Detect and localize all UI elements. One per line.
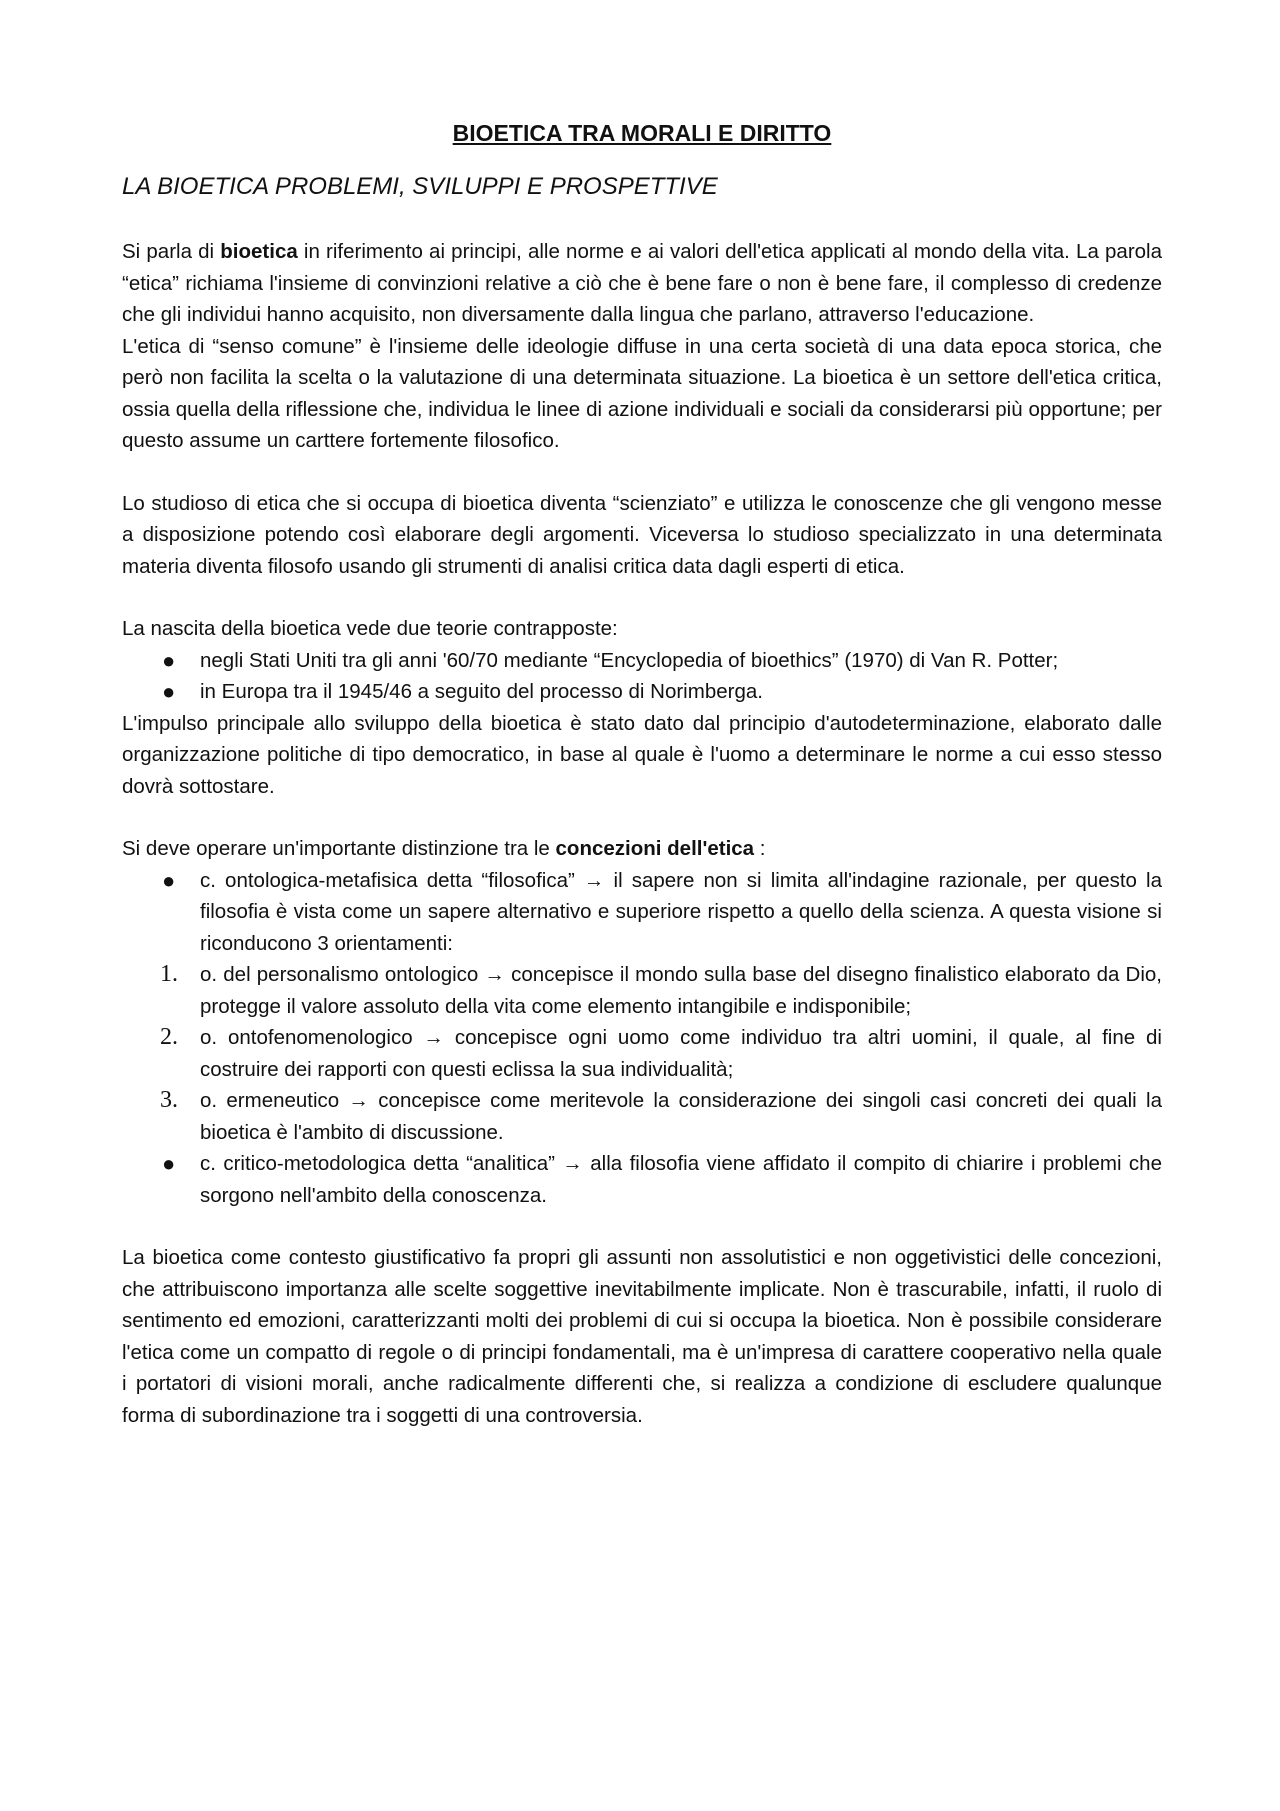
list-item (122, 676, 1162, 708)
keyword-concezioni: concezioni dell'etica (555, 837, 755, 860)
paragraph-contesto: La bioetica come contesto giustificativo fa propri gli assunti non assolutistici e non oggetivistici delle concezioni, che attribuiscono importanza alle scelte soggettive inevitabilmente implicate. Non è trascurabile, infatti, il ruolo di sentimento ed emozioni, caratterizzanti molti dei problemi di cui si occupa la bioetica. Non è possibile considerare l'etica come un compatto di regole o di principi fondamentali, ma è un'impresa di carattere cooperativo nella quale i portatori di visioni morali, anche radicalmente differenti che, si realizza a condizione di escludere qualunque forma di subordinazione tra i soggetti di una controversia. (122, 1246, 1162, 1427)
spacer (122, 802, 1162, 833)
list-number: 2. (160, 1024, 178, 1050)
bullet-icon: ● (162, 679, 176, 704)
spacer (122, 457, 1162, 488)
paragraph-intro-rest: in riferimento ai principi, alle norme e ai valori dell'etica applicati al mondo della vita. La parola “etica” richiama l'insieme di convinzioni relative a ciò che è bene fare o non è bene fare, il complesso di credenze che gli individui hanno acquisito, non diversamente dalla lingua che parlano, attraverso l'educazione. (122, 240, 1163, 326)
list-item (122, 1148, 1162, 1211)
paragraph-nascita: La nascita della bioetica vede due teorie contrapposte: (122, 617, 618, 640)
keyword-bioetica: bioetica (220, 240, 298, 263)
list-item-text: negli Stati Uniti tra gli anni '60/70 mediante “Encyclopedia of bioethics” (1970) di Van R. Potter; (200, 648, 1059, 672)
list-item-text: c. critico-metodologica detta “analitica” → alla filosofia viene affidato il compito di chiarire i problemi che sorgono nell'ambito della conoscenza. (200, 1152, 1162, 1207)
paragraph-intro-start: Si parla di (122, 240, 221, 263)
list-item-text: in Europa tra il 1945/46 a seguito del processo di Norimberga. (200, 680, 763, 703)
bullet-icon: ● (162, 647, 176, 673)
paragraph-studioso: Lo studioso di etica che si occupa di bioetica diventa “scienziato” e utilizza le conoscenze che gli vengono messe a disposizione potendo così elaborare degli argomenti. Viceversa lo studioso specializzato in una determinata materia diventa filosofo usando gli strumenti di analisi critica data dagli esperti di etica. (122, 491, 1162, 578)
list-item-text: c. ontologica-metafisica detta “filosofica” → il sapere non si limita all'indagine razionale, per questo la filosofia è vista come un sapere alternativo e superiore rispetto a quello della scienza. A questa visione si riconducono 3 orientamenti: (200, 868, 1162, 955)
list-item (122, 645, 1162, 677)
list-number: 3. (160, 1087, 178, 1113)
spacer (122, 1211, 1162, 1242)
bullet-icon: ● (162, 867, 176, 893)
list-item (122, 959, 1162, 1022)
paragraph-intro (122, 236, 1162, 331)
list-number: 1. (160, 961, 178, 987)
document-title: BIOETICA TRA MORALI E DIRITTO (452, 120, 832, 146)
paragraph-senso-comune: L'etica di “senso comune” è l'insieme delle ideologie diffuse in una certa società di una data epoca storica, che però non facilita la scelta o la valutazione di una determinata situazione. La bioetica è un settore dell'etica critica, ossia quella della riflessione che, individua le linee di azione individuali e sociali da considerarsi più opportune; per questo assume un carttere fortemente filosofico. (122, 334, 1162, 452)
bullet-icon: ● (162, 1151, 176, 1176)
list-item-text: o. del personalismo ontologico → concepisce il mondo sulla base del disegno finalistico elaborato da Dio, protegge il valore assoluto della vita come elemento intangibile e indisponibile; (200, 963, 1162, 1018)
paragraph-impulso: L'impulso principale allo sviluppo della bioetica è stato dato dal principio d'autodeterminazione, elaborato dalle organizzazione politiche di tipo democratico, in base al quale è l'uomo a determinare le norme a cui esso stesso dovrà sottostare. (122, 711, 1162, 798)
list-item (122, 1085, 1162, 1148)
list-item-text: o. ontofenomenologico → concepisce ogni uomo come individuo tra altri uomini, il quale, al fine di costruire dei rapporti con questi eclissa la sua individualità; (200, 1026, 1162, 1081)
concezioni-list (122, 865, 1162, 1212)
paragraph-distinzione-end: : (754, 837, 766, 860)
document-subtitle: LA BIOETICA PROBLEMI, SVILUPPI E PROSPETTIVE (122, 173, 718, 200)
list-item (122, 865, 1162, 960)
paragraph-distinzione-start: Si deve operare un'importante distinzione tra le (122, 837, 556, 860)
spacer (122, 582, 1162, 613)
document-page (122, 118, 1162, 1431)
list-item (122, 1022, 1162, 1085)
paragraph-distinzione (122, 833, 1162, 865)
origins-list (122, 645, 1162, 708)
list-item-text: o. ermeneutico → concepisce come meritevole la considerazione dei singoli casi concreti dei quali la bioetica è l'ambito di discussione. (200, 1089, 1162, 1144)
